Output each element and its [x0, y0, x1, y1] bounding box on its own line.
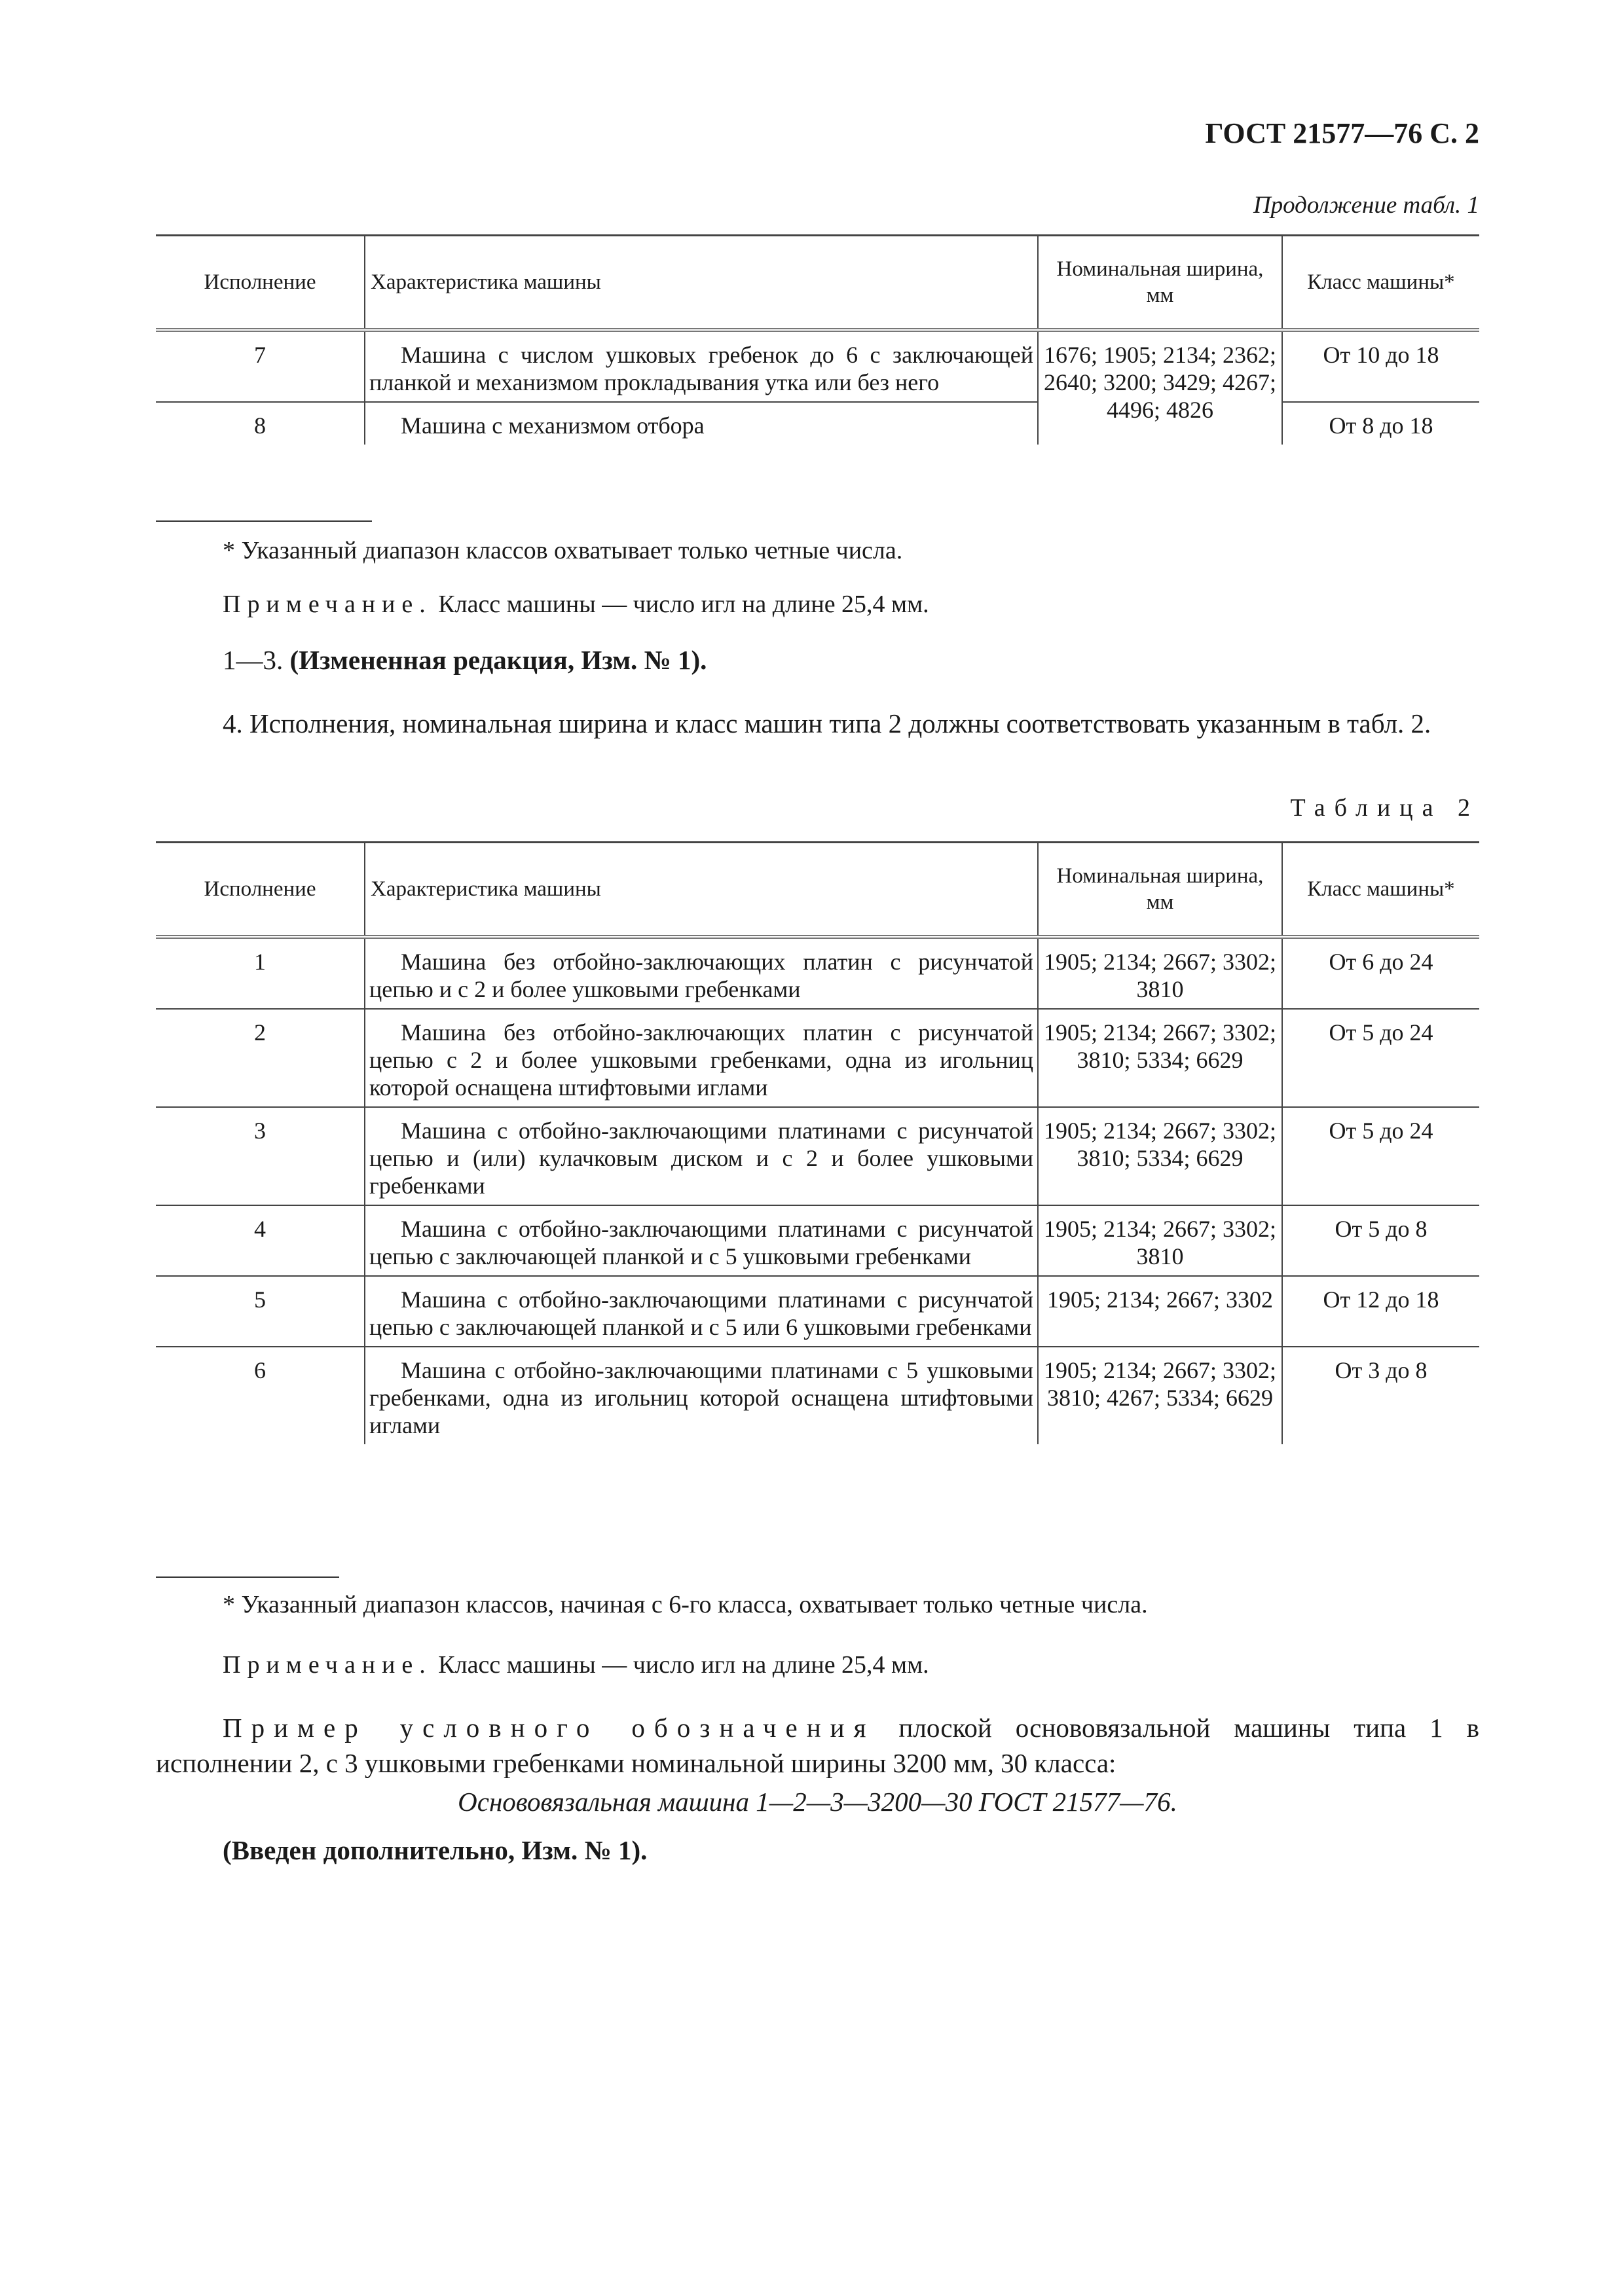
cell-class: От 5 до 24: [1282, 1009, 1479, 1107]
cell-class: От 5 до 24: [1282, 1107, 1479, 1205]
cell-width: 1905; 2134; 2667; 3302; 3810: [1038, 1205, 1282, 1276]
table-row: [156, 1276, 1479, 1347]
amendment-1: 1—3. (Измененная редакция, Изм. № 1).: [223, 645, 707, 675]
cell-execution: 7: [254, 342, 266, 368]
cell-execution: 4: [156, 1205, 365, 1276]
cell-width: 1676; 1905; 2134; 2362; 2640; 3200; 3429; 4267; 4496; 4826: [1038, 330, 1282, 445]
cell-class: От 10 до 18: [1282, 330, 1479, 402]
cell-width: 1905; 2134; 2667; 3302; 3810; 4267; 5334; 6629: [1038, 1347, 1282, 1444]
cell-execution: 6: [156, 1347, 365, 1444]
example-designation: Основовязальная машина 1—2—3—3200—30 ГОСТ 21577—76.: [458, 1787, 1177, 1817]
column-header-execution: Исполнение: [156, 236, 365, 331]
table-continuation-label: Продолжение табл. 1: [1253, 192, 1479, 219]
table-row: [156, 1205, 1479, 1276]
cell-class: От 6 до 24: [1282, 937, 1479, 1009]
cell-characteristic: Машина без отбойно-заключающих платин с рисунчатой цепью с 2 и более ушковыми гребенками, одна из игольниц которой оснащена штифтовыми иглами: [365, 1009, 1038, 1107]
cell-characteristic: Машина с отбойно-заключающими платинами с рисунчатой цепью с заключающей планкой и с 5 ушковыми гребенками: [365, 1205, 1038, 1276]
cell-width: 1905; 2134; 2667; 3302; 3810: [1038, 937, 1282, 1009]
table-row: [156, 1107, 1479, 1205]
cell-width: 1905; 2134; 2667; 3302; 3810; 5334; 6629: [1038, 1107, 1282, 1205]
table-2-caption: Таблица 2: [1290, 794, 1479, 822]
cell-characteristic: Машина с отбойно-заключающими платинами с 5 ушковыми гребенками, одна из игольниц которой оснащена штифтовыми иглами: [365, 1347, 1038, 1444]
cell-class: От 8 до 18: [1282, 402, 1479, 445]
footnote-divider: [156, 520, 372, 522]
table-2: [156, 841, 1479, 1444]
footnote-divider: [156, 1576, 339, 1578]
cell-width: 1905; 2134; 2667; 3302; 3810; 5334; 6629: [1038, 1009, 1282, 1107]
table-row: [156, 1009, 1479, 1107]
cell-characteristic: Машина с числом ушковых гребенок до 6 с заключающей планкой и механизмом прокладывания утка или без него: [365, 330, 1038, 402]
cell-execution: 8: [156, 402, 365, 445]
cell-execution: 1: [254, 949, 266, 975]
table-row: [156, 937, 1479, 1009]
cell-class: От 5 до 8: [1282, 1205, 1479, 1276]
cell-class: От 3 до 8: [1282, 1347, 1479, 1444]
paragraph-4: 4. Исполнения, номинальная ширина и класс машин типа 2 должны соответствовать указанным в табл. 2.: [223, 708, 1431, 738]
footnote-2: * Указанный диапазон классов, начиная с 6-го класса, охватывает только четные числа.: [223, 1591, 1148, 1618]
footnote-1: * Указанный диапазон классов охватывает только четные числа.: [223, 537, 903, 564]
cell-execution: 5: [156, 1276, 365, 1347]
table-row: [156, 330, 1479, 402]
table-1: [156, 234, 1479, 445]
page-header-title: ГОСТ 21577—76 С. 2: [1205, 117, 1479, 149]
cell-characteristic: Машина с отбойно-заключающими платинами с рисунчатой цепью с заключающей планкой и с 5 или 6 ушковыми гребенками: [365, 1276, 1038, 1347]
cell-execution: 3: [156, 1107, 365, 1205]
note-2: Примечание. Класс машины — число игл на длине 25,4 мм.: [223, 1651, 929, 1679]
cell-class: От 12 до 18: [1282, 1276, 1479, 1347]
column-header-characteristic: Характеристика машины: [365, 236, 1038, 331]
cell-execution: 2: [156, 1009, 365, 1107]
column-header-execution: Исполнение: [156, 843, 365, 938]
example-paragraph: Пример условного обозначения плоской основовязальной машины типа 1 в исполнении 2, с 3 ушковыми гребенками номинальной ширины 3200 мм, 30 класса:: [156, 1713, 1479, 1778]
cell-characteristic: Машина с отбойно-заключающими платинами с рисунчатой цепью и (или) кулачковым диском и с 2 и более ушковыми гребенками: [365, 1107, 1038, 1205]
cell-characteristic: Машина с механизмом отбора: [365, 402, 1038, 445]
cell-width: 1905; 2134; 2667; 3302: [1038, 1276, 1282, 1347]
column-header-characteristic: Характеристика машины: [365, 843, 1038, 938]
column-header-width: Номинальная ширина, мм: [1038, 843, 1282, 938]
column-header-class: Класс машины*: [1282, 236, 1479, 331]
table-row: [156, 1347, 1479, 1444]
column-header-class: Класс машины*: [1282, 843, 1479, 938]
column-header-width: Номинальная ширина, мм: [1038, 236, 1282, 331]
amendment-2: (Введен дополнительно, Изм. № 1).: [223, 1835, 648, 1865]
note-1: Примечание. Класс машины — число игл на длине 25,4 мм.: [223, 591, 929, 618]
cell-characteristic: Машина без отбойно-заключающих платин с рисунчатой цепью и с 2 и более ушковыми гребенками: [365, 937, 1038, 1009]
